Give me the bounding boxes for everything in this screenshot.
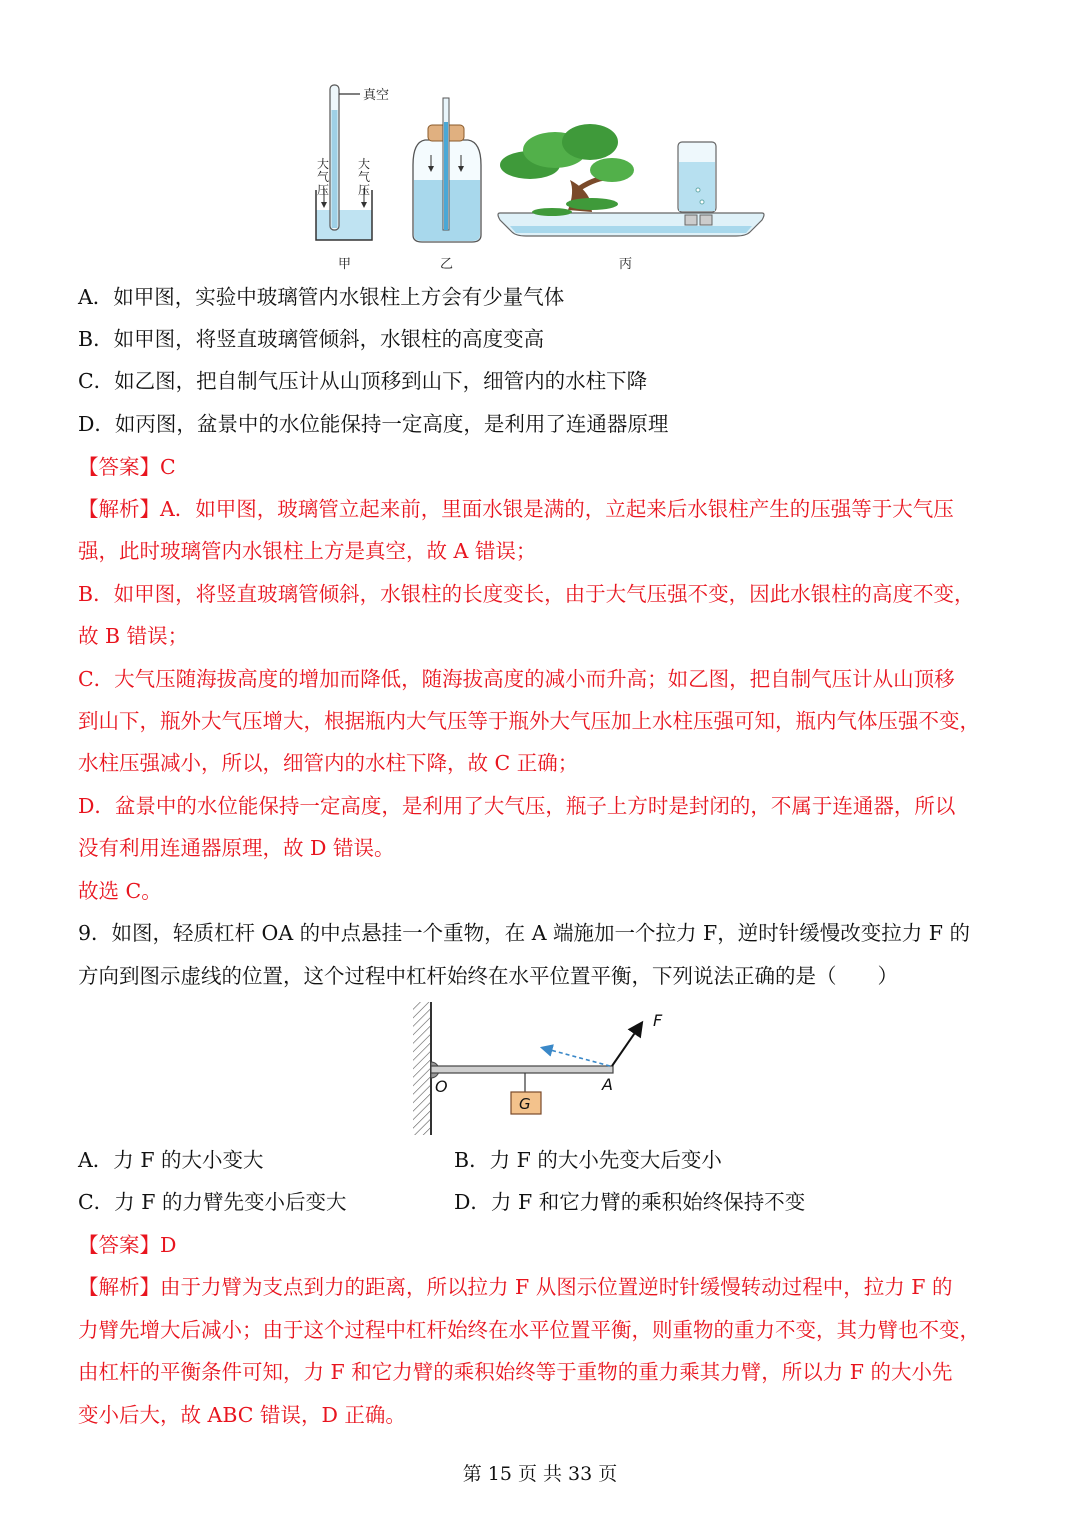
- q8-analysis-line-3: B．如甲图，将竖直玻璃管倾斜，水银柱的长度变长，由于大气压强不变，因此水银柱的高度不变，: [78, 582, 975, 606]
- q8-analysis-line-5: C．大气压随海拔高度的增加而降低，随海拔高度的减小而升高；如乙图，把自制气压计从山顶移: [78, 667, 955, 691]
- atm-right-1: 大: [358, 157, 371, 171]
- q8-analysis-line-8: D．盆景中的水位能保持一定高度，是利用了大气压，瓶子上方时是封闭的，不属于连通器，所以: [78, 794, 956, 818]
- q8-analysis-line-1: 【解析】A．如甲图，玻璃管立起来前，里面水银是满的，立起来后水银柱产生的压强等于大气压: [78, 497, 954, 521]
- caption-yi: 乙: [440, 257, 454, 272]
- lever-label-A: A: [602, 1075, 613, 1094]
- q8-option-b: B．如甲图，将竖直玻璃管倾斜，水银柱的高度变高: [78, 327, 545, 351]
- q9-option-d: D．力 F 和它力臂的乘积始终保持不变: [454, 1190, 806, 1214]
- lever-label-F: F: [653, 1011, 663, 1030]
- q9-stem-line-2: 方向到图示虚线的位置，这个过程中杠杆始终在水平位置平衡，下列说法正确的是（ ）: [78, 964, 898, 988]
- page-footer: 第 15 页 共 33 页: [462, 1463, 618, 1485]
- figure-barometer-experiments: [300, 80, 780, 275]
- q9-stem-line-1: 9．如图，轻质杠杆 OA 的中点悬挂一个重物，在 A 端施加一个拉力 F，逆时针缓慢改变拉力 F 的: [78, 921, 971, 945]
- q8-analysis-line-4: 故 B 错误；: [78, 624, 189, 648]
- q8-analysis-line-9: 没有利用连通器原理，故 D 错误。: [78, 836, 395, 860]
- q9-option-c: C．力 F 的力臂先变小后变大: [78, 1190, 347, 1214]
- q9-option-a: A．力 F 的大小变大: [78, 1148, 264, 1172]
- q8-conclusion: 故选 C。: [78, 879, 162, 903]
- q8-analysis-line-6: 到山下，瓶外大气压增大，根据瓶内大气压等于瓶外大气压加上水柱压强可知，瓶内气体压强不变，: [78, 709, 980, 733]
- q9-analysis-line-3: 由杠杆的平衡条件可知，力 F 和它力臂的乘积始终等于重物的重力乘其力臂，所以力 F 的大小先: [78, 1360, 953, 1384]
- q9-answer: 【答案】D: [78, 1233, 177, 1257]
- vacuum-label: 真空: [363, 88, 390, 103]
- q9-analysis-line-2: 力臂先增大后减小；由于这个过程中杠杆始终在水平位置平衡，则重物的重力不变，其力臂也不变，: [78, 1318, 980, 1342]
- q8-option-c: C．如乙图，把自制气压计从山顶移到山下，细管内的水柱下降: [78, 369, 648, 393]
- lever-label-O: O: [435, 1077, 448, 1096]
- atm-right-3: 压: [358, 183, 371, 197]
- lever-label-G: G: [519, 1095, 531, 1113]
- figure-yi: [413, 98, 481, 242]
- figure-lever: [405, 1000, 685, 1140]
- caption-bing: 丙: [619, 257, 633, 272]
- figure-bing: [498, 124, 764, 236]
- q9-analysis-line-1: 【解析】由于力臂为支点到力的距离，所以拉力 F 从图示位置逆时针缓慢转动过程中，拉力 F 的: [78, 1275, 953, 1299]
- q8-analysis-line-7: 水柱压强减小，所以，细管内的水柱下降，故 C 正确；: [78, 751, 579, 775]
- atm-left-2: 气: [317, 170, 330, 184]
- q8-answer: 【答案】C: [78, 455, 176, 479]
- q8-analysis-line-2: 强，此时玻璃管内水银柱上方是真空，故 A 错误；: [78, 539, 537, 563]
- q9-analysis-line-4: 变小后大，故 ABC 错误，D 正确。: [78, 1403, 406, 1427]
- caption-jia: 甲: [338, 257, 352, 272]
- q8-option-a: A．如甲图，实验中玻璃管内水银柱上方会有少量气体: [78, 285, 565, 309]
- q8-option-d: D．如丙图，盆景中的水位能保持一定高度，是利用了连通器原理: [78, 412, 669, 436]
- atm-left-1: 大: [317, 157, 330, 171]
- q9-option-b: B．力 F 的大小先变大后变小: [454, 1148, 722, 1172]
- atm-left-3: 压: [317, 183, 330, 197]
- atm-right-2: 气: [358, 170, 371, 184]
